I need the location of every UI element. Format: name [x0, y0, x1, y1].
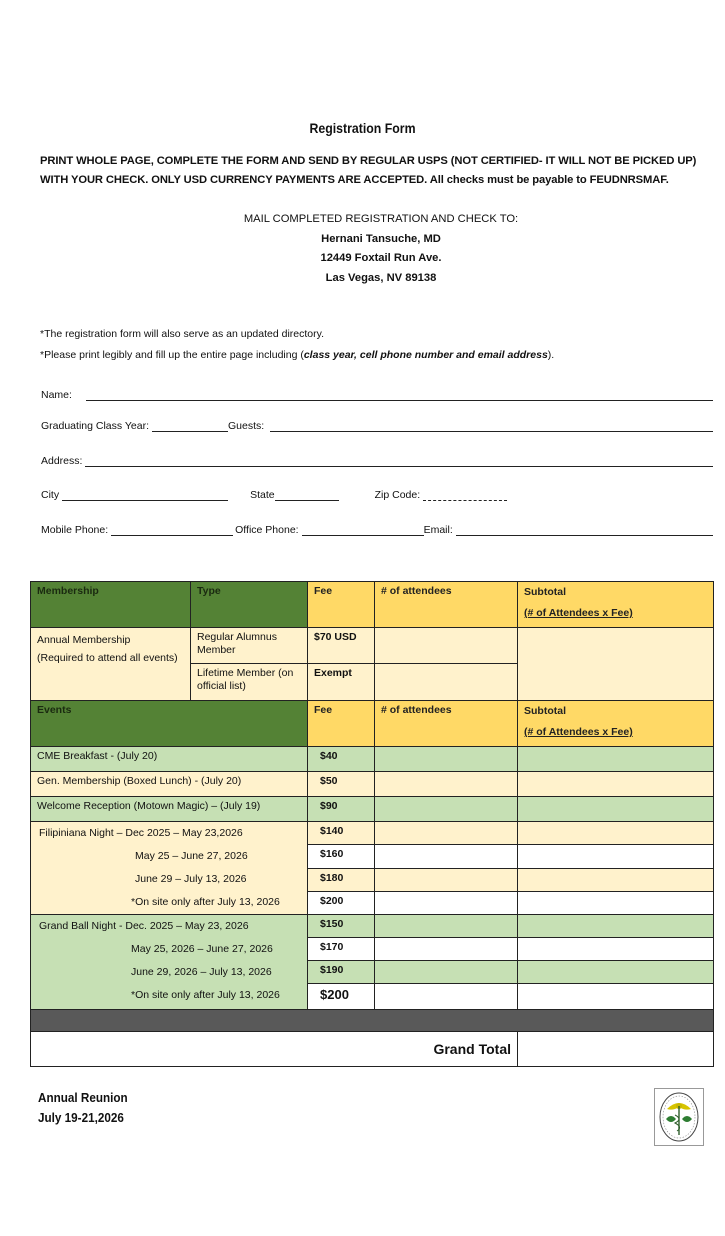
event-fee: $40 [308, 747, 375, 772]
address-row [41, 455, 713, 467]
attendees-input[interactable] [375, 938, 518, 961]
event-row-welcome-reception [31, 797, 714, 822]
mailing-city: Las Vegas, NV 89138 [325, 271, 437, 284]
office-phone-field[interactable] [302, 525, 424, 536]
event-label: Gen. Membership (Boxed Lunch) - (July 20) [31, 772, 308, 797]
event-fee: $140 [308, 822, 375, 845]
subtotal-input[interactable] [518, 868, 714, 891]
subtotal-note: (# of Attendees x Fee) [524, 726, 633, 738]
grand-total-row [31, 1032, 714, 1067]
note-prefix: *Please print legibly and fill up the entire page including ( [40, 349, 304, 361]
membership-type: Lifetime Member (on official list) [191, 664, 308, 701]
note-suffix: ). [547, 349, 555, 361]
filipiniana-line: Filipiniana Night – Dec 2025 – May 23,2026 [39, 827, 243, 839]
zip-label: Zip Code: [374, 489, 421, 501]
subtotal-input[interactable] [518, 845, 714, 868]
grand-ball-line: May 25, 2026 – June 27, 2026 [131, 943, 273, 955]
guests-field[interactable] [270, 421, 713, 432]
phone-email-row [41, 524, 713, 536]
note-emphasis: class year, cell phone number and email address [303, 349, 548, 361]
grand-total-input[interactable] [518, 1032, 714, 1067]
city-label: City [41, 489, 60, 501]
attendees-input[interactable] [375, 868, 518, 891]
caduceus-seal-logo-icon [654, 1088, 704, 1146]
attendees-input[interactable] [375, 628, 518, 664]
fee-header: Fee [308, 701, 375, 747]
state-label: State [250, 489, 275, 501]
grand-total-label: Grand Total [31, 1032, 518, 1067]
state-field[interactable] [275, 490, 339, 501]
event-fee: $150 [308, 915, 375, 938]
event-label: CME Breakfast - (July 20) [31, 747, 308, 772]
event-fee: $50 [308, 772, 375, 797]
event-fee: $90 [308, 797, 375, 822]
name-field[interactable] [86, 390, 713, 401]
class-guests-row [41, 420, 713, 432]
grand-ball-row-1 [31, 915, 714, 938]
zip-field[interactable] [423, 490, 507, 501]
membership-type: Regular Alumnus Member [191, 628, 308, 664]
event-row-gen-membership [31, 772, 714, 797]
filipiniana-row-1 [31, 822, 714, 845]
grand-ball-line: *On site only after July 13, 2026 [131, 989, 280, 1001]
event-fee: $200 [308, 891, 375, 914]
name-row [41, 389, 713, 401]
attendees-input[interactable] [375, 961, 518, 984]
attendees-input[interactable] [375, 845, 518, 868]
email-label: Email: [423, 524, 453, 536]
fee-header: Fee [308, 582, 375, 628]
subtotal-input[interactable] [518, 772, 714, 797]
membership-fee: Exempt [308, 664, 375, 701]
attendees-input[interactable] [375, 747, 518, 772]
subtotal-header [518, 701, 714, 747]
event-fee: $200 [308, 984, 375, 1010]
grand-ball-line: Grand Ball Night - Dec. 2025 – May 23, 2026 [39, 920, 249, 932]
address-label: Address: [41, 455, 83, 467]
annual-membership-cell [31, 628, 191, 701]
attendees-header: # of attendees [375, 701, 518, 747]
footer-event-info [38, 1088, 128, 1128]
membership-subtotal-input[interactable] [518, 628, 714, 701]
grand-ball-label-cell [31, 915, 308, 1010]
attendees-input[interactable] [375, 664, 518, 701]
membership-fee: $70 USD [308, 628, 375, 664]
address-field[interactable] [85, 456, 713, 467]
attendees-input[interactable] [375, 822, 518, 845]
mailing-street: 12449 Foxtail Run Ave. [320, 252, 442, 264]
annual-membership-note: (Required to attend all events) [37, 652, 178, 664]
grand-ball-line: June 29, 2026 – July 13, 2026 [131, 966, 272, 978]
subtotal-label: Subtotal [524, 586, 566, 598]
filipiniana-line: *On site only after July 13, 2026 [131, 896, 280, 908]
subtotal-input[interactable] [518, 938, 714, 961]
attendees-input[interactable] [375, 772, 518, 797]
mobile-phone-field[interactable] [111, 525, 233, 536]
city-field[interactable] [62, 490, 228, 501]
attendees-input[interactable] [375, 915, 518, 938]
email-field[interactable] [456, 525, 713, 536]
membership-header-row [31, 582, 714, 628]
instructions-text: PRINT WHOLE PAGE, COMPLETE THE FORM AND SEND BY REGULAR USPS (NOT CERTIFIED- IT WILL NOT BE PICKED UP) WITH YOUR CHECK. ONLY USD CURRENCY PAYMENTS ARE ACCEPTED. All checks must be payable to FEUDNRSMAF. [40, 155, 697, 186]
divider-bar [31, 1010, 714, 1032]
event-fee: $170 [308, 938, 375, 961]
event-fee: $160 [308, 845, 375, 868]
page-title: Registration Form [309, 120, 416, 136]
mailing-name: Hernani Tansuche, MD [321, 232, 441, 245]
subtotal-input[interactable] [518, 822, 714, 845]
event-row-cme-breakfast [31, 747, 714, 772]
subtotal-label: Subtotal [524, 705, 566, 717]
city-state-zip-row [41, 489, 713, 501]
class-year-label: Graduating Class Year: [41, 420, 149, 432]
event-fee: $180 [308, 868, 375, 891]
type-header: Type [191, 582, 308, 628]
event-name: Annual Reunion [38, 1090, 128, 1105]
events-header-row [31, 701, 714, 747]
legibility-note [40, 349, 554, 361]
subtotal-input[interactable] [518, 961, 714, 984]
membership-row-regular [31, 628, 714, 664]
mobile-phone-label: Mobile Phone: [41, 524, 109, 536]
directory-note: *The registration form will also serve as an updated directory. [40, 328, 325, 340]
attendees-input[interactable] [375, 891, 518, 914]
subtotal-input[interactable] [518, 984, 714, 1010]
attendees-header: # of attendees [375, 582, 518, 628]
attendees-input[interactable] [375, 984, 518, 1010]
guests-label: Guests: [227, 420, 265, 432]
attendees-input[interactable] [375, 797, 518, 822]
mailing-heading: MAIL COMPLETED REGISTRATION AND CHECK TO: [243, 213, 519, 225]
subtotal-input[interactable] [518, 891, 714, 914]
event-fee: $190 [308, 961, 375, 984]
filipiniana-label-cell [31, 822, 308, 915]
divider-row [31, 1010, 714, 1032]
event-dates: July 19-21,2026 [38, 1110, 124, 1125]
event-label: Welcome Reception (Motown Magic) – (July 19) [31, 797, 308, 822]
mailing-address [0, 210, 725, 288]
subtotal-input[interactable] [518, 915, 714, 938]
events-header: Events [31, 701, 308, 747]
name-label: Name: [41, 389, 72, 401]
subtotal-input[interactable] [518, 797, 714, 822]
subtotal-input[interactable] [518, 747, 714, 772]
registration-table [30, 581, 714, 1067]
class-year-field[interactable] [152, 421, 228, 432]
membership-header: Membership [31, 582, 191, 628]
filipiniana-line: May 25 – June 27, 2026 [135, 850, 248, 862]
subtotal-header [518, 582, 714, 628]
annual-membership-label: Annual Membership [37, 634, 131, 646]
office-phone-label: Office Phone: [235, 524, 299, 536]
subtotal-note: (# of Attendees x Fee) [524, 607, 633, 619]
filipiniana-line: June 29 – July 13, 2026 [135, 873, 247, 885]
